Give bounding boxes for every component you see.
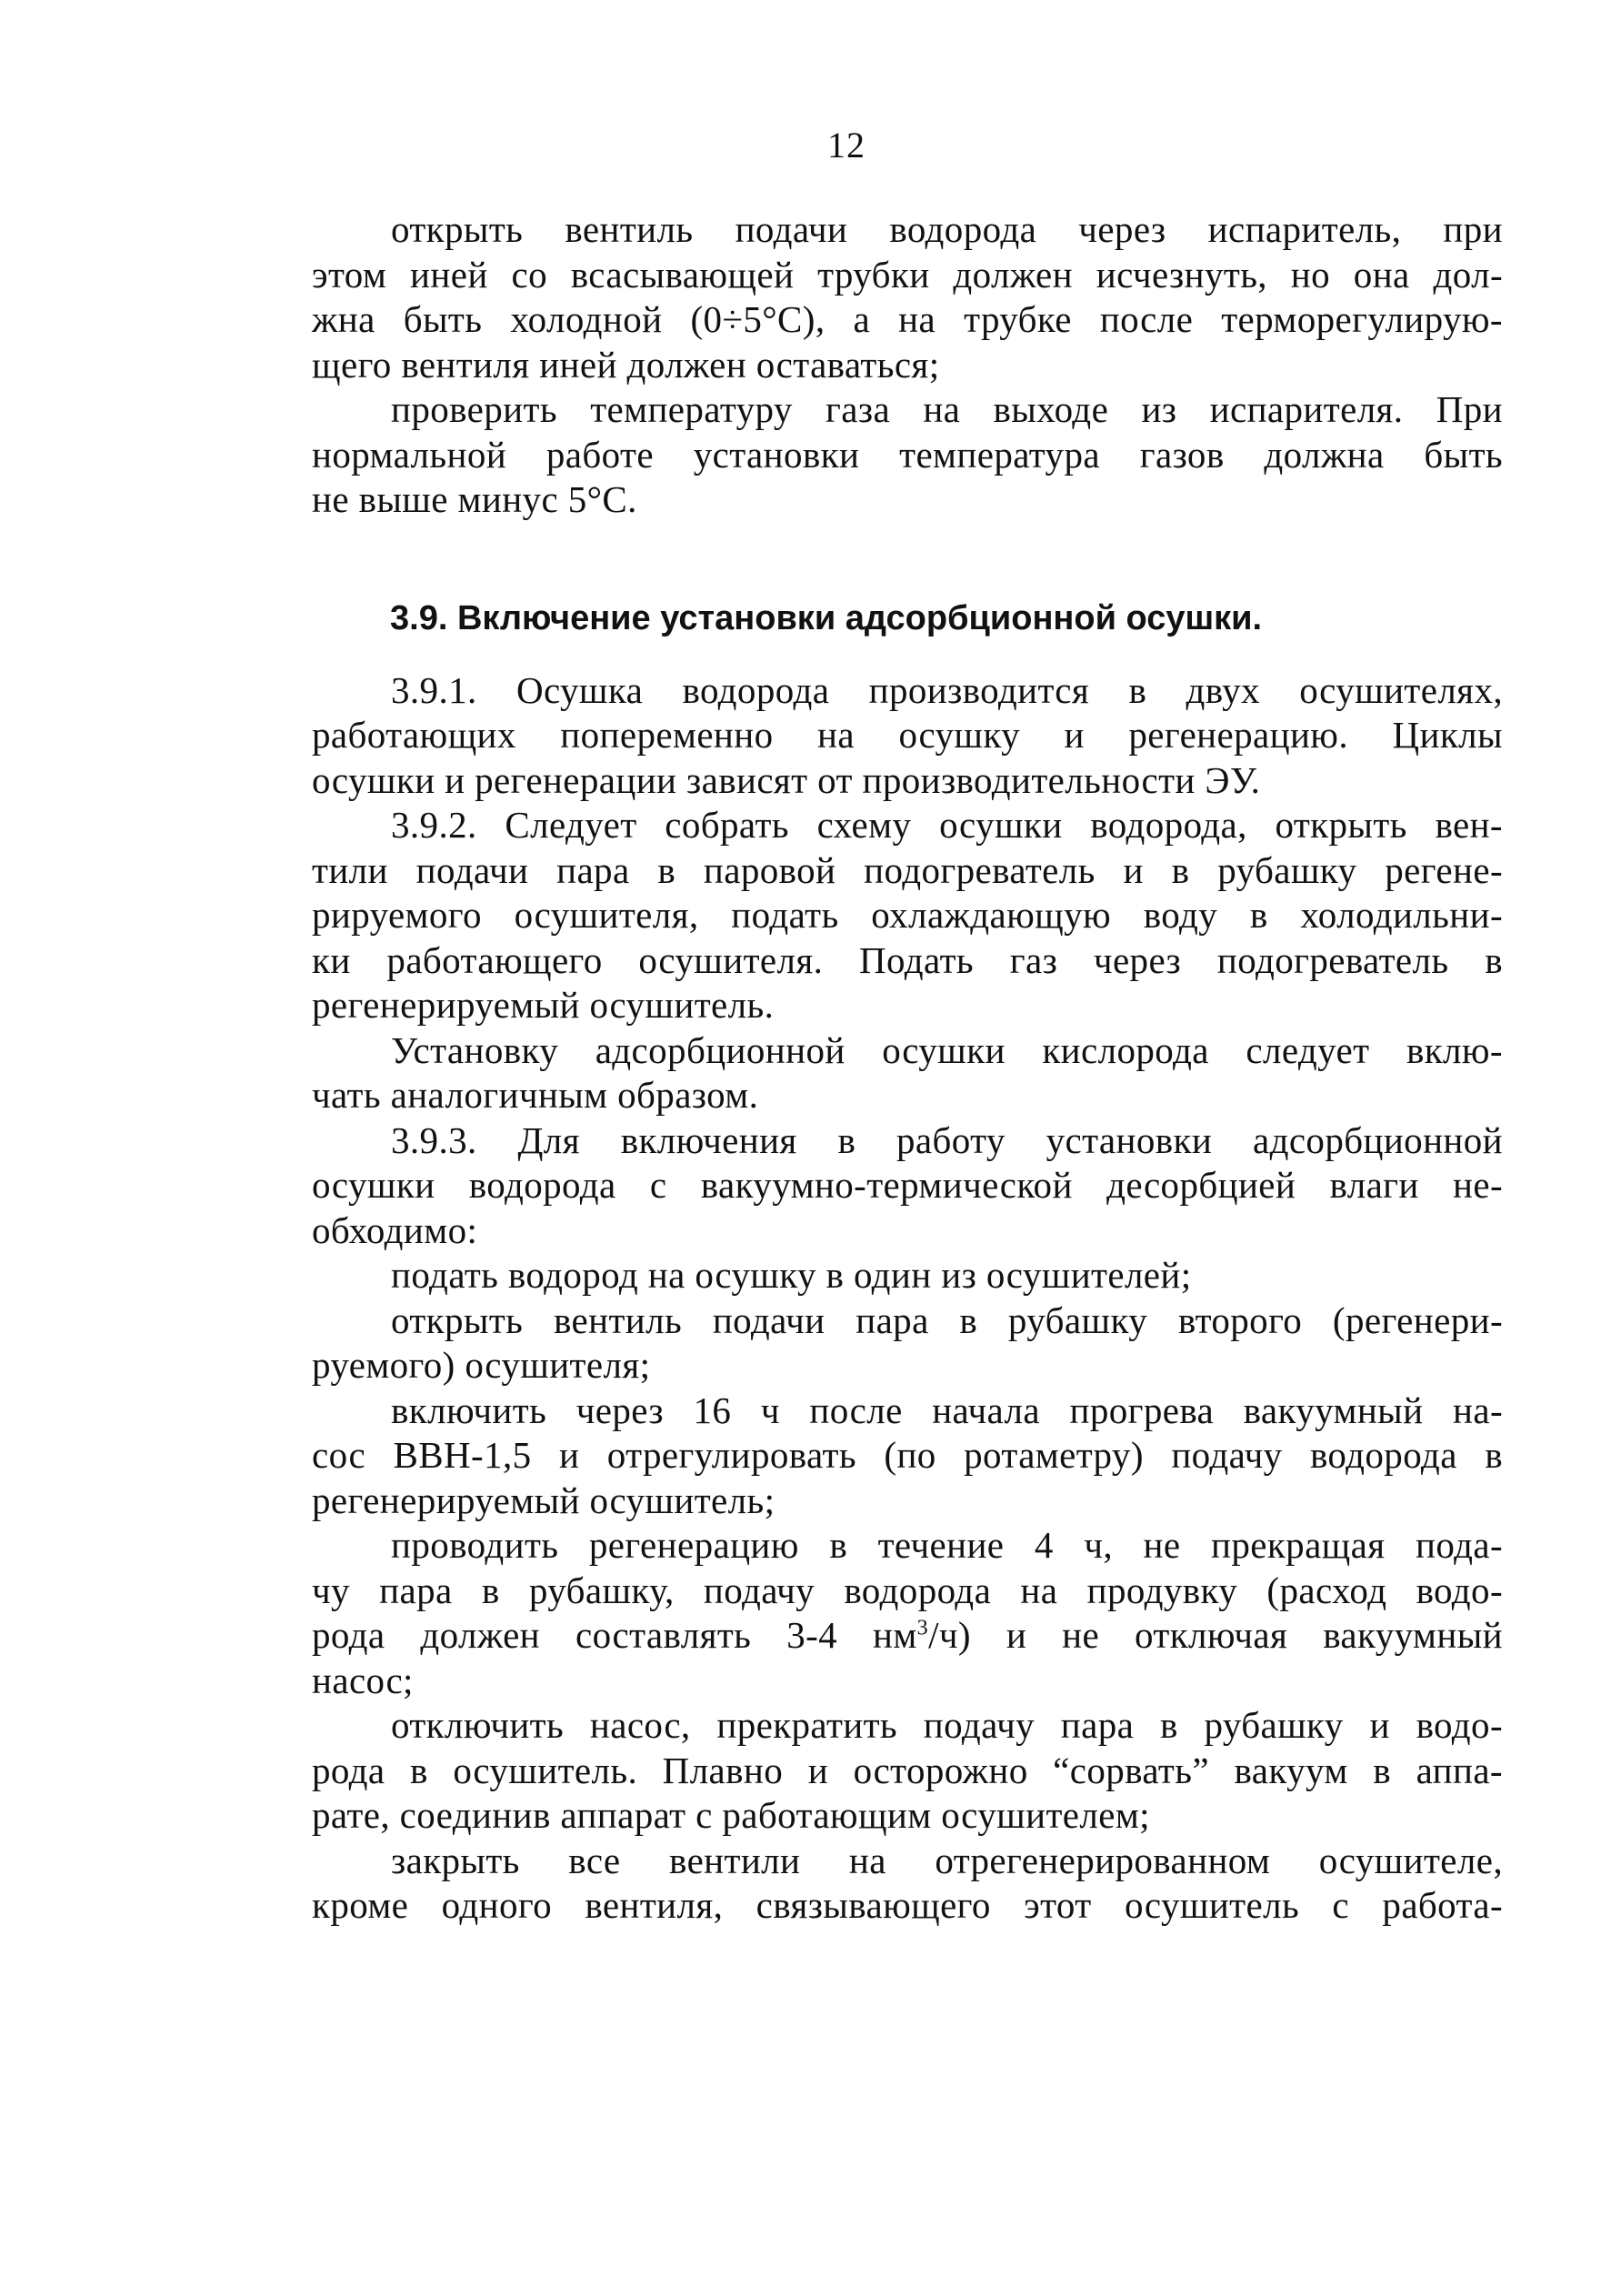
text-line: включить через 16 ч после начала прогрева вакуумный на- [391, 1389, 1503, 1431]
text-line: закрыть все вентили на отрегенерированном осушителе, [391, 1839, 1503, 1881]
text-line: осушки водорода с вакуумно-термической десорбцией влаги не- [312, 1164, 1503, 1206]
text-line: проверить температуру газа на выходе из испарителя. При [391, 388, 1503, 430]
paragraph-check-temperature [312, 387, 1503, 523]
page-number: 12 [827, 125, 866, 165]
step-turn-on-pump [312, 1389, 1503, 1524]
section-heading: 3.9. Включение установки адсорбционной осушки. [390, 598, 1263, 637]
step-close-valves [312, 1839, 1503, 1929]
step-supply-hydrogen [312, 1253, 1503, 1298]
paragraph-open-valve [312, 207, 1503, 387]
text-line: сос ВВН-1,5 и отрегулировать (по ротаметру) подачу водорода в [312, 1434, 1503, 1476]
text-line: осушки и регенерации зависят от производительности ЭУ. [312, 758, 1261, 801]
paragraph-oxygen-drying [312, 1028, 1503, 1118]
body-text [312, 207, 1503, 1929]
text-line: регенерируемый осушитель. [312, 984, 775, 1026]
text-line: чать аналогичным образом. [312, 1074, 759, 1116]
step-turn-off-pump [312, 1703, 1503, 1839]
text-line: руемого) осушителя; [312, 1344, 651, 1386]
text-line: отключить насос, прекратить подачу пара в рубашку и водо- [391, 1704, 1503, 1746]
text-line: проводить регенерацию в течение 4 ч, не прекращая пода- [391, 1524, 1503, 1566]
text-line: 3.9.1. Осушка водорода производится в двух осушителях, [391, 668, 1503, 711]
text-line: подать водород на осушку в один из осушителей; [391, 1254, 1192, 1296]
text-line: жна быть холодной (0÷5°С), а на трубке после терморегулирую- [312, 298, 1503, 340]
step-open-steam-valve [312, 1298, 1503, 1389]
text-line: рируемого осушителя, подать охлаждающую воду в холодильни- [312, 894, 1503, 936]
text-line: щего вентиля иней должен оставаться; [312, 343, 940, 386]
text-fragment: рода должен составлять 3-4 нм [312, 1614, 917, 1656]
superscript: 3 [916, 1616, 929, 1640]
text-line: нормальной работе установки температура газов должна быть [312, 433, 1503, 476]
text-line: Установку адсорбционной осушки кислорода следует вклю- [391, 1028, 1503, 1071]
text-line: открыть вентиль подачи пара в рубашку второго (регенери- [391, 1298, 1503, 1341]
text-line: обходимо: [312, 1208, 478, 1251]
text-line: рате, соединив аппарат с работающим осушителем; [312, 1794, 1150, 1836]
text-line: 3.9.3. Для включения в работу установки адсорбционной [391, 1118, 1503, 1161]
text-line: чу пара в рубашку, подачу водорода на продувку (расход водо- [312, 1569, 1503, 1611]
paragraph-3-9-2 [312, 803, 1503, 1028]
text-line: не выше минус 5°С. [312, 478, 637, 520]
text-line: рода в осушитель. Плавно и осторожно “сорвать” вакуум в аппа- [312, 1749, 1503, 1791]
text-line: тили подачи пара в паровой подогреватель и в рубашку регене- [312, 848, 1503, 891]
text-line-with-superscript [312, 1613, 1503, 1659]
text-line: 3.9.2. Следует собрать схему осушки водорода, открыть вен- [391, 804, 1503, 846]
text-line: ки работающего осушителя. Подать газ через подогреватель в [312, 938, 1503, 981]
text-line: регенерируемый осушитель; [312, 1479, 775, 1521]
text-fragment: /ч) и не отключая вакуумный [928, 1614, 1503, 1656]
text-line: этом иней со всасывающей трубки должен исчезнуть, но она дол- [312, 253, 1503, 296]
text-line: насос; [312, 1659, 414, 1701]
text-line: кроме одного вентиля, связывающего этот осушитель с работа- [312, 1884, 1503, 1926]
step-regeneration [312, 1523, 1503, 1703]
paragraph-3-9-3 [312, 1118, 1503, 1254]
text-line: открыть вентиль подачи водорода через испаритель, при [391, 208, 1503, 250]
paragraph-3-9-1 [312, 668, 1503, 804]
text-line: работающих попеременно на осушку и регенерацию. Циклы [312, 714, 1503, 756]
